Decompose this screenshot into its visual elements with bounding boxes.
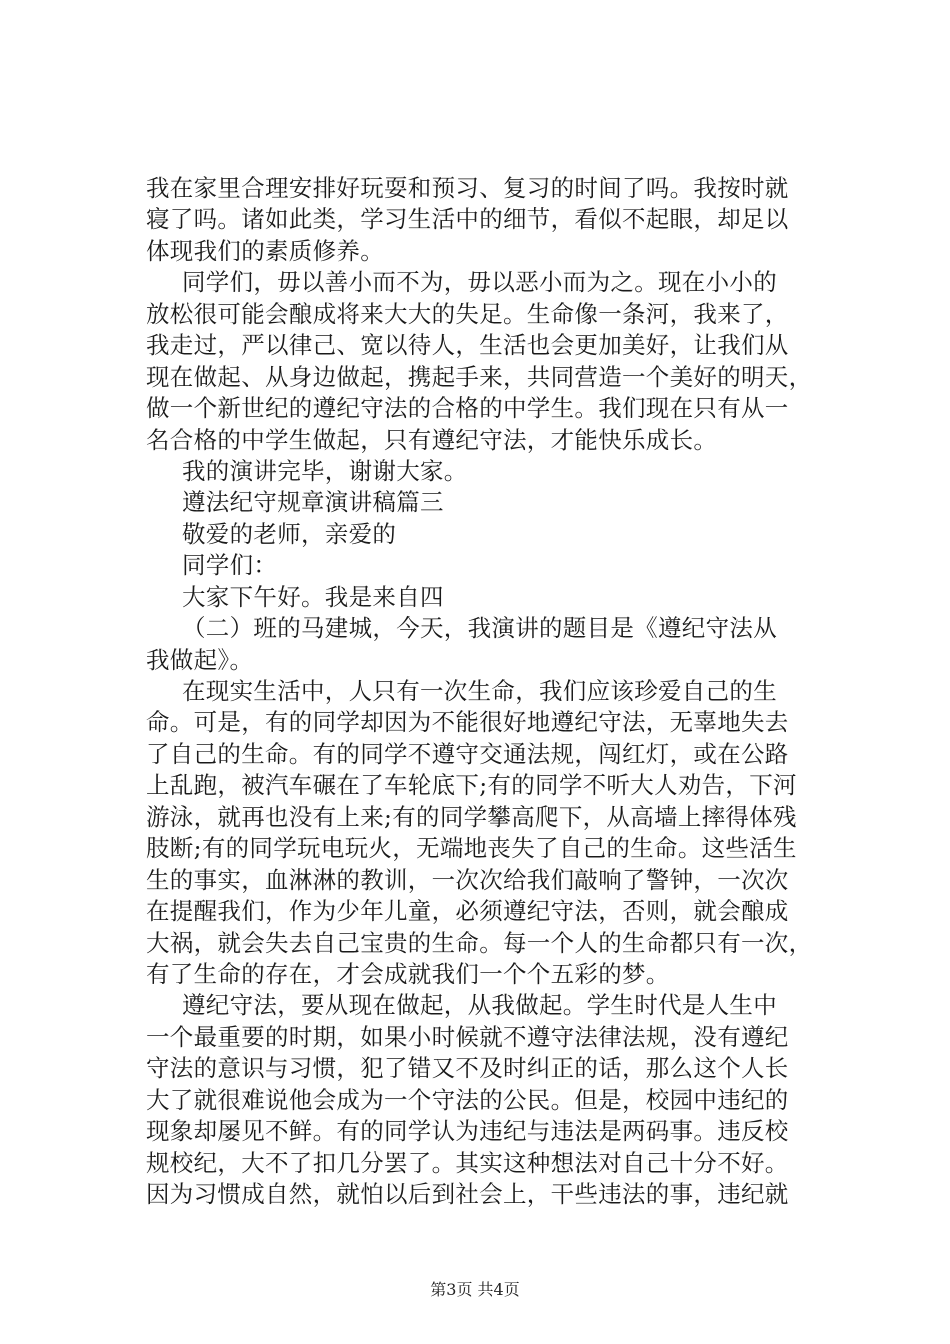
text-line: 肢断;有的同学玩电玩火，无端地丧失了自己的生命。这些活生 (146, 834, 797, 863)
body-text (146, 173, 818, 1210)
text-line: 生的事实，血淋淋的教训，一次次给我们敲响了警钟，一次次 (146, 865, 789, 894)
text-line: 大家下午好。我是来自四 (182, 582, 444, 611)
text-line: 在提醒我们，作为少年儿童，必须遵纪守法，否则，就会酿成 (146, 897, 789, 926)
text-line: 上乱跑，被汽车碾在了车轮底下;有的同学不听大人劝告，下河 (146, 771, 797, 800)
text-line: 放松很可能会酿成将来大大的失足。生命像一条河，我来了， (146, 299, 789, 328)
text-line: 守法的意识与习惯，犯了错又不及时纠正的话，那么这个人长 (146, 1054, 789, 1083)
text-line: 大了就很难说他会成为一个守法的公民。但是，校园中违纪的 (146, 1085, 789, 1114)
text-line: 体现我们的素质修养。 (146, 236, 384, 265)
text-line: 同学们，毋以善小而不为，毋以恶小而为之。现在小小的 (182, 268, 777, 297)
text-line: 我的演讲完毕，谢谢大家。 (182, 456, 468, 485)
text-line: 敬爱的老师，亲爱的 (182, 519, 397, 548)
text-line: 遵纪守法，要从现在做起，从我做起。学生时代是人生中 (182, 991, 777, 1020)
text-line: 现象却屡见不鲜。有的同学认为违纪与违法是两码事。违反校 (146, 1117, 789, 1146)
text-line: （二）班的马建城，今天，我演讲的题目是《遵纪守法从 (182, 614, 777, 643)
text-line: 现在做起、从身边做起，携起手来，共同营造一个美好的明天， (146, 362, 813, 391)
text-line: 同学们： (182, 551, 278, 580)
page-footer: 第3页 共4页 (430, 1280, 520, 1299)
text-line: 我做起》。 (146, 645, 254, 674)
text-line: 一个最重要的时期，如果小时候就不遵守法律法规，没有遵纪 (146, 1022, 789, 1051)
text-line: 做一个新世纪的遵纪守法的合格的中学生。我们现在只有从一 (146, 394, 789, 423)
text-line: 寝了吗。诸如此类，学习生活中的细节，看似不起眼，却足以 (146, 205, 789, 234)
text-line: 遵法纪守规章演讲稿篇三 (182, 488, 444, 517)
text-line: 了自己的生命。有的同学不遵守交通法规，闯红灯，或在公路 (146, 739, 789, 768)
text-line: 规校纪，大不了扣几分罢了。其实这种想法对自己十分不好。 (146, 1148, 789, 1177)
text-line: 我在家里合理安排好玩耍和预习、复习的时间了吗。我按时就 (146, 174, 789, 202)
text-line: 因为习惯成自然，就怕以后到社会上，干些违法的事，违纪就 (146, 1180, 789, 1208)
text-line: 在现实生活中，人只有一次生命，我们应该珍爱自己的生 (182, 677, 777, 705)
text-line: 有了生命的存在，才会成就我们一个个五彩的梦。 (146, 959, 670, 988)
text-line: 名合格的中学生做起，只有遵纪守法，才能快乐成长。 (146, 425, 718, 454)
text-line: 我走过，严以律己、宽以待人，生活也会更加美好，让我们从 (146, 331, 789, 360)
text-line: 游泳，就再也没有上来;有的同学攀高爬下，从高墙上摔得体残 (146, 802, 797, 831)
text-line: 命。可是，有的同学却因为不能很好地遵纪守法，无辜地失去 (146, 708, 789, 737)
text-line: 大祸，就会失去自己宝贵的生命。每一个人的生命都只有一次， (146, 928, 813, 957)
